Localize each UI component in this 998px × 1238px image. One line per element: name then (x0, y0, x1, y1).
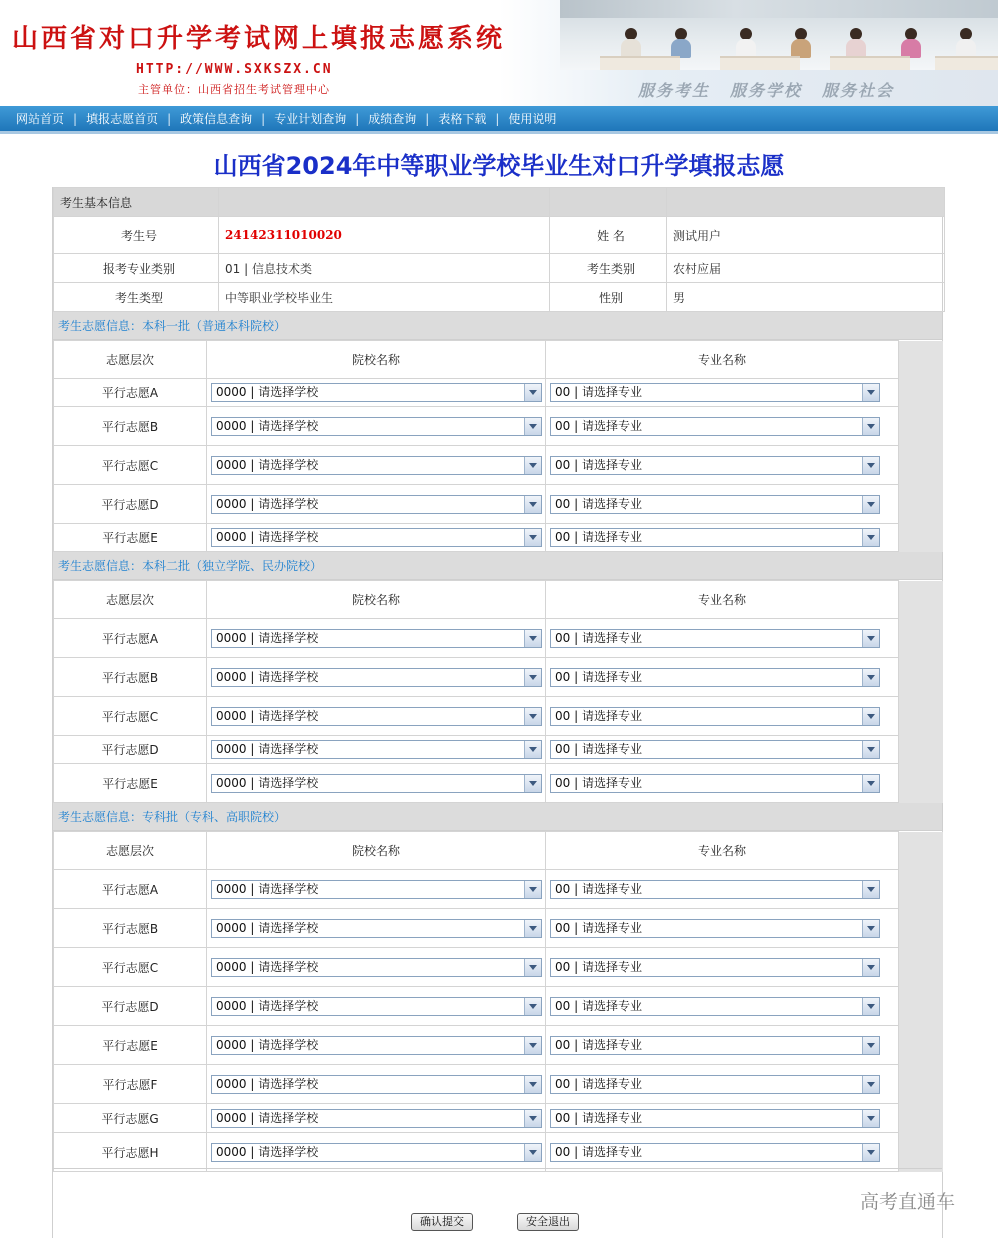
photo-person (790, 28, 812, 58)
school-select-value: 0000 | 请选择学校 (216, 959, 319, 974)
gender-value: 男 (667, 283, 945, 312)
school-select-value: 0000 | 请选择学校 (216, 630, 319, 645)
preference-row (54, 764, 943, 803)
dropdown-arrow-icon[interactable] (862, 881, 879, 898)
preference-row (54, 1133, 943, 1172)
major-select-value: 00 | 请选择专业 (555, 998, 642, 1013)
major-column-header: 专业名称 (546, 832, 899, 870)
dropdown-arrow-icon[interactable] (862, 708, 879, 725)
photo-person (900, 28, 922, 58)
major-select-value: 00 | 请选择专业 (555, 630, 642, 645)
dropdown-arrow-icon[interactable] (524, 669, 541, 686)
major-select-value: 00 | 请选择专业 (555, 385, 642, 399)
major-select-value: 00 | 请选择专业 (555, 457, 642, 472)
major-column-header: 专业名称 (546, 581, 899, 619)
dropdown-arrow-icon[interactable] (524, 920, 541, 937)
major-select-value: 00 | 请选择专业 (555, 775, 642, 790)
preference-level: 平行志愿D (54, 987, 207, 1026)
preference-row (54, 619, 943, 658)
site-url[interactable]: HTTP://WWW.SXKSZX.CN (136, 62, 333, 77)
major-select[interactable] (550, 880, 880, 899)
nav-score[interactable]: 成绩查询 (368, 112, 417, 126)
preference-row (54, 1026, 943, 1065)
nav-separator: | (261, 111, 266, 126)
dropdown-arrow-icon[interactable] (862, 775, 879, 792)
major-select[interactable] (550, 1036, 880, 1055)
preference-level: 平行志愿E (54, 524, 207, 552)
site-sponsor: 主管单位：山西省招生考试管理中心 (138, 83, 330, 96)
dropdown-arrow-icon[interactable] (862, 418, 879, 435)
logout-button[interactable]: 安全退出 (517, 1213, 579, 1231)
preference-row (54, 697, 943, 736)
preference-level: 平行志愿A (54, 870, 207, 909)
major-select[interactable] (550, 1143, 880, 1162)
major-select-value: 00 | 请选择专业 (555, 742, 642, 756)
school-select[interactable] (211, 1109, 542, 1128)
preference-level: 平行志愿E (54, 764, 207, 803)
nav-help[interactable]: 使用说明 (508, 112, 557, 126)
school-select[interactable] (211, 668, 542, 687)
preference-table (53, 580, 943, 803)
basic-info-table (53, 187, 945, 312)
dropdown-arrow-icon[interactable] (862, 998, 879, 1015)
school-column-header: 院校名称 (207, 341, 546, 379)
school-select[interactable] (211, 707, 542, 726)
student-type-value: 中等职业学校毕业生 (219, 283, 550, 312)
school-select[interactable] (211, 1036, 542, 1055)
nav-home[interactable]: 网站首页 (16, 112, 65, 126)
school-select[interactable] (211, 528, 542, 547)
preference-row (54, 948, 943, 987)
school-select-value: 0000 | 请选择学校 (216, 708, 319, 723)
preference-table (53, 340, 943, 552)
preference-row (54, 485, 943, 524)
school-select[interactable] (211, 958, 542, 977)
major-select[interactable] (550, 707, 880, 726)
dropdown-arrow-icon[interactable] (862, 669, 879, 686)
dropdown-arrow-icon[interactable] (862, 496, 879, 513)
major-select[interactable] (550, 1075, 880, 1094)
dropdown-arrow-icon[interactable] (862, 630, 879, 647)
preference-level: 平行志愿F (54, 1065, 207, 1104)
photo-wall (560, 0, 998, 18)
photo-person (735, 28, 757, 58)
dropdown-arrow-icon[interactable] (862, 959, 879, 976)
preference-level: 平行志愿B (54, 407, 207, 446)
photo-person (620, 28, 642, 58)
school-select[interactable] (211, 629, 542, 648)
dropdown-arrow-icon[interactable] (524, 708, 541, 725)
section-header: 考生志愿信息：本科二批（独立学院、民办院校） (53, 552, 942, 580)
nav-separator: | (495, 111, 500, 126)
major-select-value: 00 | 请选择专业 (555, 418, 642, 433)
level-column-header: 志愿层次 (54, 832, 207, 870)
preference-row (54, 379, 943, 407)
major-select[interactable] (550, 919, 880, 938)
school-column-header: 院校名称 (207, 832, 546, 870)
preference-level: 平行志愿C (54, 446, 207, 485)
dropdown-arrow-icon[interactable] (524, 457, 541, 474)
preference-level: 平行志愿B (54, 658, 207, 697)
preference-row (54, 658, 943, 697)
dropdown-arrow-icon[interactable] (524, 1144, 541, 1161)
dropdown-arrow-icon[interactable] (862, 1037, 879, 1054)
dropdown-arrow-icon[interactable] (524, 1076, 541, 1093)
school-select-value: 0000 | 请选择学校 (216, 1037, 319, 1052)
preference-sections (53, 312, 942, 1172)
photo-desk (830, 56, 910, 70)
major-select-value: 00 | 请选择专业 (555, 959, 642, 974)
major-select[interactable] (550, 383, 880, 402)
major-category-label: 报考专业类别 (54, 254, 219, 283)
major-select-value: 00 | 请选择专业 (555, 530, 642, 544)
nav-separator: | (355, 111, 360, 126)
dropdown-arrow-icon[interactable] (524, 529, 541, 546)
preference-table (53, 831, 943, 1172)
major-select[interactable] (550, 1109, 880, 1128)
major-select[interactable] (550, 528, 880, 547)
dropdown-arrow-icon[interactable] (524, 998, 541, 1015)
school-select[interactable] (211, 495, 542, 514)
slogans (638, 78, 894, 101)
site-title: 山西省对口升学考试网上填报志愿系统 (12, 24, 506, 54)
preference-row (54, 736, 943, 764)
preference-level: 平行志愿C (54, 948, 207, 987)
nav-separator: | (425, 111, 430, 126)
photo-person (670, 28, 692, 58)
dropdown-arrow-icon[interactable] (862, 1076, 879, 1093)
dropdown-arrow-icon[interactable] (862, 920, 879, 937)
slogan: 服务考生 (638, 81, 711, 100)
school-select[interactable] (211, 456, 542, 475)
section-header: 考生志愿信息：本科一批（普通本科院校） (53, 312, 942, 340)
nav-application-home[interactable]: 填报志愿首页 (86, 112, 159, 126)
page-title: 山西省2024年中等职业学校毕业生对口升学填报志愿 (213, 152, 785, 180)
dropdown-arrow-icon[interactable] (524, 775, 541, 792)
student-type-label: 考生类型 (54, 283, 219, 312)
preference-row (54, 870, 943, 909)
application-form (52, 187, 943, 1238)
major-select[interactable] (550, 495, 880, 514)
major-select[interactable] (550, 456, 880, 475)
major-select-value: 00 | 请选择专业 (555, 881, 642, 896)
school-select[interactable] (211, 919, 542, 938)
exam-no-value: 24142311010020 (219, 217, 550, 254)
submit-button[interactable]: 确认提交 (411, 1213, 473, 1231)
preference-row (54, 987, 943, 1026)
preference-level: 平行志愿B (54, 909, 207, 948)
photo-desk (600, 56, 680, 70)
name-value: 测试用户 (667, 217, 945, 254)
school-select-value: 0000 | 请选择学校 (216, 385, 319, 399)
dropdown-arrow-icon[interactable] (524, 496, 541, 513)
school-select-value: 0000 | 请选择学校 (216, 920, 319, 935)
dropdown-arrow-icon[interactable] (862, 457, 879, 474)
major-select-value: 00 | 请选择专业 (555, 920, 642, 935)
preference-level: 平行志愿G (54, 1104, 207, 1133)
form-actions (53, 1168, 942, 1238)
slogan: 服务社会 (822, 81, 895, 100)
dropdown-arrow-icon[interactable] (862, 1144, 879, 1161)
major-select[interactable] (550, 629, 880, 648)
nav-policy[interactable]: 政策信息查询 (180, 112, 253, 126)
school-select[interactable] (211, 383, 542, 402)
school-select-value: 0000 | 请选择学校 (216, 1110, 319, 1125)
photo-desk (720, 56, 800, 70)
school-select[interactable] (211, 997, 542, 1016)
school-select[interactable] (211, 1075, 542, 1094)
photo-desk (935, 56, 998, 70)
school-select[interactable] (211, 740, 542, 759)
name-label: 姓 名 (550, 217, 667, 254)
preference-level: 平行志愿A (54, 379, 207, 407)
major-select-value: 00 | 请选择专业 (555, 708, 642, 723)
school-select-value: 0000 | 请选择学校 (216, 530, 319, 544)
preference-row (54, 446, 943, 485)
dropdown-arrow-icon[interactable] (524, 1110, 541, 1127)
major-select[interactable] (550, 668, 880, 687)
major-select[interactable] (550, 417, 880, 436)
dropdown-arrow-icon[interactable] (862, 529, 879, 546)
school-select[interactable] (211, 880, 542, 899)
major-select-value: 00 | 请选择专业 (555, 1144, 642, 1159)
school-select-value: 0000 | 请选择学校 (216, 418, 319, 433)
dropdown-arrow-icon[interactable] (524, 1037, 541, 1054)
dropdown-arrow-icon[interactable] (524, 630, 541, 647)
preference-level: 平行志愿D (54, 485, 207, 524)
dropdown-arrow-icon[interactable] (524, 384, 541, 401)
major-select[interactable] (550, 997, 880, 1016)
school-select[interactable] (211, 417, 542, 436)
nav-separator: | (167, 111, 172, 126)
preference-level: 平行志愿E (54, 1026, 207, 1065)
school-select[interactable] (211, 1143, 542, 1162)
preference-row (54, 407, 943, 446)
preference-row (54, 909, 943, 948)
school-select-value: 0000 | 请选择学校 (216, 1144, 319, 1159)
nav-plan[interactable]: 专业计划查询 (274, 112, 347, 126)
preference-row (54, 1065, 943, 1104)
major-select[interactable] (550, 740, 880, 759)
school-column-header: 院校名称 (207, 581, 546, 619)
preference-level: 平行志愿C (54, 697, 207, 736)
preference-row (54, 1104, 943, 1133)
school-select[interactable] (211, 774, 542, 793)
school-select-value: 0000 | 请选择学校 (216, 742, 319, 756)
section-header: 考生志愿信息：专科批（专科、高职院校） (53, 803, 942, 831)
gender-label: 性别 (550, 283, 667, 312)
school-select-value: 0000 | 请选择学校 (216, 881, 319, 896)
dropdown-arrow-icon[interactable] (524, 881, 541, 898)
main-nav (0, 106, 998, 134)
photo-person (955, 28, 977, 58)
school-select-value: 0000 | 请选择学校 (216, 669, 319, 684)
level-column-header: 志愿层次 (54, 581, 207, 619)
major-category-value: 01 | 信息技术类 (219, 254, 550, 283)
dropdown-arrow-icon[interactable] (524, 418, 541, 435)
school-select-value: 0000 | 请选择学校 (216, 775, 319, 790)
school-select-value: 0000 | 请选择学校 (216, 496, 319, 511)
level-column-header: 志愿层次 (54, 341, 207, 379)
dropdown-arrow-icon[interactable] (524, 959, 541, 976)
student-category-label: 考生类别 (550, 254, 667, 283)
school-select-value: 0000 | 请选择学校 (216, 998, 319, 1013)
major-select-value: 00 | 请选择专业 (555, 496, 642, 511)
watermark: 高考直通车 (860, 1191, 956, 1213)
preference-level: 平行志愿A (54, 619, 207, 658)
major-select-value: 00 | 请选择专业 (555, 1076, 642, 1091)
major-select-value: 00 | 请选择专业 (555, 1110, 642, 1125)
preference-row (54, 524, 943, 552)
dropdown-arrow-icon[interactable] (862, 1110, 879, 1127)
school-select-value: 0000 | 请选择学校 (216, 457, 319, 472)
header-banner (0, 0, 998, 106)
dropdown-arrow-icon[interactable] (524, 741, 541, 758)
major-column-header: 专业名称 (546, 341, 899, 379)
preference-level: 平行志愿H (54, 1133, 207, 1172)
school-select-value: 0000 | 请选择学校 (216, 1076, 319, 1091)
major-select[interactable] (550, 774, 880, 793)
student-category-value: 农村应届 (667, 254, 945, 283)
photo-person (845, 28, 867, 58)
nav-separator: | (73, 111, 78, 126)
exam-photo (560, 0, 998, 70)
major-select[interactable] (550, 958, 880, 977)
major-select-value: 00 | 请选择专业 (555, 669, 642, 684)
dropdown-arrow-icon[interactable] (862, 384, 879, 401)
major-select-value: 00 | 请选择专业 (555, 1037, 642, 1052)
slogan: 服务学校 (730, 81, 803, 100)
basic-info-label: 考生基本信息 (54, 188, 219, 217)
dropdown-arrow-icon[interactable] (862, 741, 879, 758)
preference-level: 平行志愿D (54, 736, 207, 764)
exam-no-label: 考生号 (54, 217, 219, 254)
nav-download[interactable]: 表格下载 (438, 112, 487, 126)
